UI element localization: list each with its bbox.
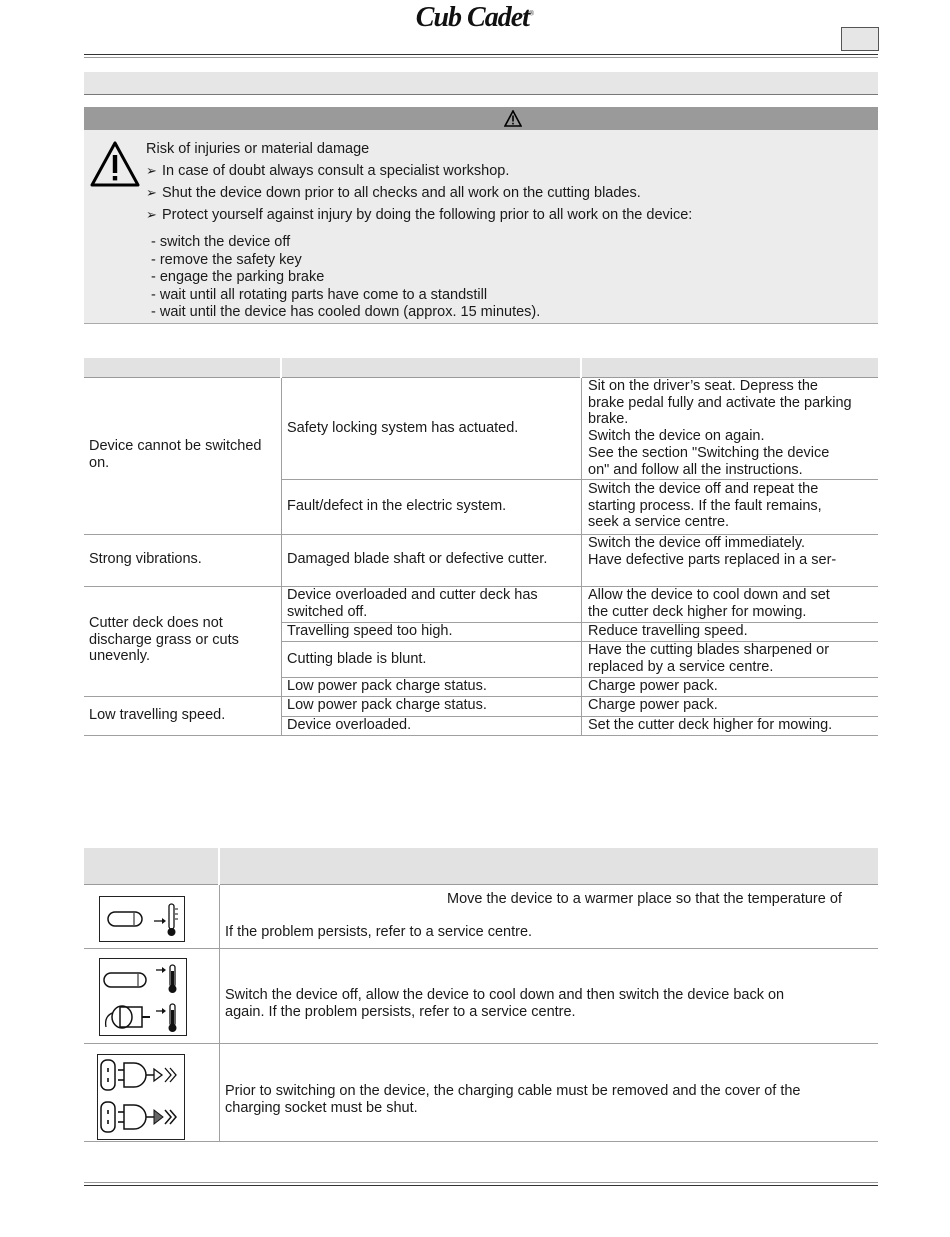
remedy-cell: Sit on the driver’s seat. Depress the brake pedal fully and activate the parking brake. Switch the device on again. See the section "Switching the device on" and follow all the instructions.	[588, 378, 852, 478]
footer-rule	[84, 1185, 878, 1186]
cause-cell: Device overloaded and cutter deck has switched off.	[287, 587, 538, 620]
warning-header	[84, 107, 878, 130]
remedy-cell: Reduce travelling speed.	[588, 623, 748, 639]
warning-bullet: ➢ In case of doubt always consult a specialist workshop.	[146, 160, 692, 182]
battery-cold-icon	[99, 896, 185, 942]
remedy-cell: Switch the device off and repeat the starting process. If the fault remains, seek a service centre.	[588, 481, 822, 531]
warning-triangle-large-icon	[89, 140, 141, 188]
subrow-border	[282, 479, 878, 480]
warning-bullet: ➢ Shut the device down prior to all checks and all work on the cutting blades.	[146, 182, 692, 204]
cause-cell: Travelling speed too high.	[287, 623, 453, 639]
brand-logo: Cub Cadet®	[415, 2, 535, 33]
problem-cell: Low travelling speed.	[89, 707, 226, 723]
indicator-text: Switch the device off, allow the device to cool down and then switch the device back on again. If the problem persists, refer to a service centre.	[225, 987, 785, 1020]
row-border	[84, 1043, 878, 1044]
cause-cell: Fault/defect in the electric system.	[287, 498, 507, 514]
column-divider	[581, 378, 582, 736]
remedy-cell: Charge power pack.	[588, 697, 718, 713]
row-border	[84, 735, 878, 736]
safety-steps-list	[151, 234, 540, 322]
indicator-header-symbol	[84, 848, 218, 885]
remedy-cell: Set the cutter deck higher for mowing.	[588, 717, 833, 733]
cause-cell: Device overloaded.	[287, 717, 412, 733]
safety-step: - remove the safety key	[151, 251, 302, 268]
cause-cell: Low power pack charge status.	[287, 697, 487, 713]
problem-cell: Device cannot be switched on.	[89, 438, 262, 471]
column-divider	[281, 378, 282, 736]
header-rule	[84, 54, 878, 55]
safety-step: - switch the device off	[151, 234, 291, 250]
battery-motor-hot-icon	[99, 958, 187, 1036]
row-border	[84, 1141, 878, 1142]
cause-cell: Low power pack charge status.	[287, 678, 487, 694]
page-number-box	[841, 27, 879, 51]
arrow-bullet-icon: ➢	[146, 185, 157, 200]
cause-cell: Cutting blade is blunt.	[287, 651, 427, 667]
section-band	[84, 72, 878, 95]
indicator-text: If the problem persists, refer to a service centre.	[225, 924, 533, 940]
remedy-cell: Allow the device to cool down and set the cutter deck higher for mowing.	[588, 587, 830, 620]
problem-cell: Cutter deck does not discharge grass or cuts unevenly.	[89, 615, 239, 665]
header-rule-thin	[84, 57, 878, 58]
indicator-text: Prior to switching on the device, the charging cable must be removed and the cover of the charging socket must be shut.	[225, 1083, 801, 1116]
row-border	[84, 948, 878, 949]
indicator-header-meaning	[220, 848, 878, 885]
warning-bullet: ➢ Protect yourself against injury by doing the following prior to all work on the device:	[146, 204, 692, 226]
safety-step: - wait until the device has cooled down (approx. 15 minutes).	[151, 304, 541, 321]
indicator-text: Move the device to a warmer place so that the temperature of	[447, 891, 842, 907]
warning-triangle-icon	[504, 110, 522, 127]
remedy-cell: Charge power pack.	[588, 678, 718, 694]
safety-step: - wait until all rotating parts have come to a standstill	[151, 286, 488, 303]
safety-step: - engage the parking brake	[151, 269, 325, 286]
column-divider	[219, 885, 220, 1141]
arrow-bullet-icon: ➢	[146, 207, 157, 222]
charging-plug-icon	[97, 1054, 185, 1140]
warning-text	[146, 139, 692, 226]
cause-cell: Damaged blade shaft or defective cutter.	[287, 551, 548, 567]
table-header-remedy	[582, 358, 878, 378]
table-header-cause	[282, 358, 580, 378]
arrow-bullet-icon: ➢	[146, 163, 157, 178]
table-header-problem	[84, 358, 280, 378]
remedy-cell: Have the cutting blades sharpened or replaced by a service centre.	[588, 642, 830, 675]
footer-rule-thin	[84, 1182, 878, 1183]
remedy-cell: Switch the device off immediately. Have defective parts replaced in a ser-	[588, 535, 837, 568]
problem-cell: Strong vibrations.	[89, 551, 202, 567]
warning-title: Risk of injuries or material damage	[146, 141, 370, 157]
cause-cell: Safety locking system has actuated.	[287, 420, 519, 436]
